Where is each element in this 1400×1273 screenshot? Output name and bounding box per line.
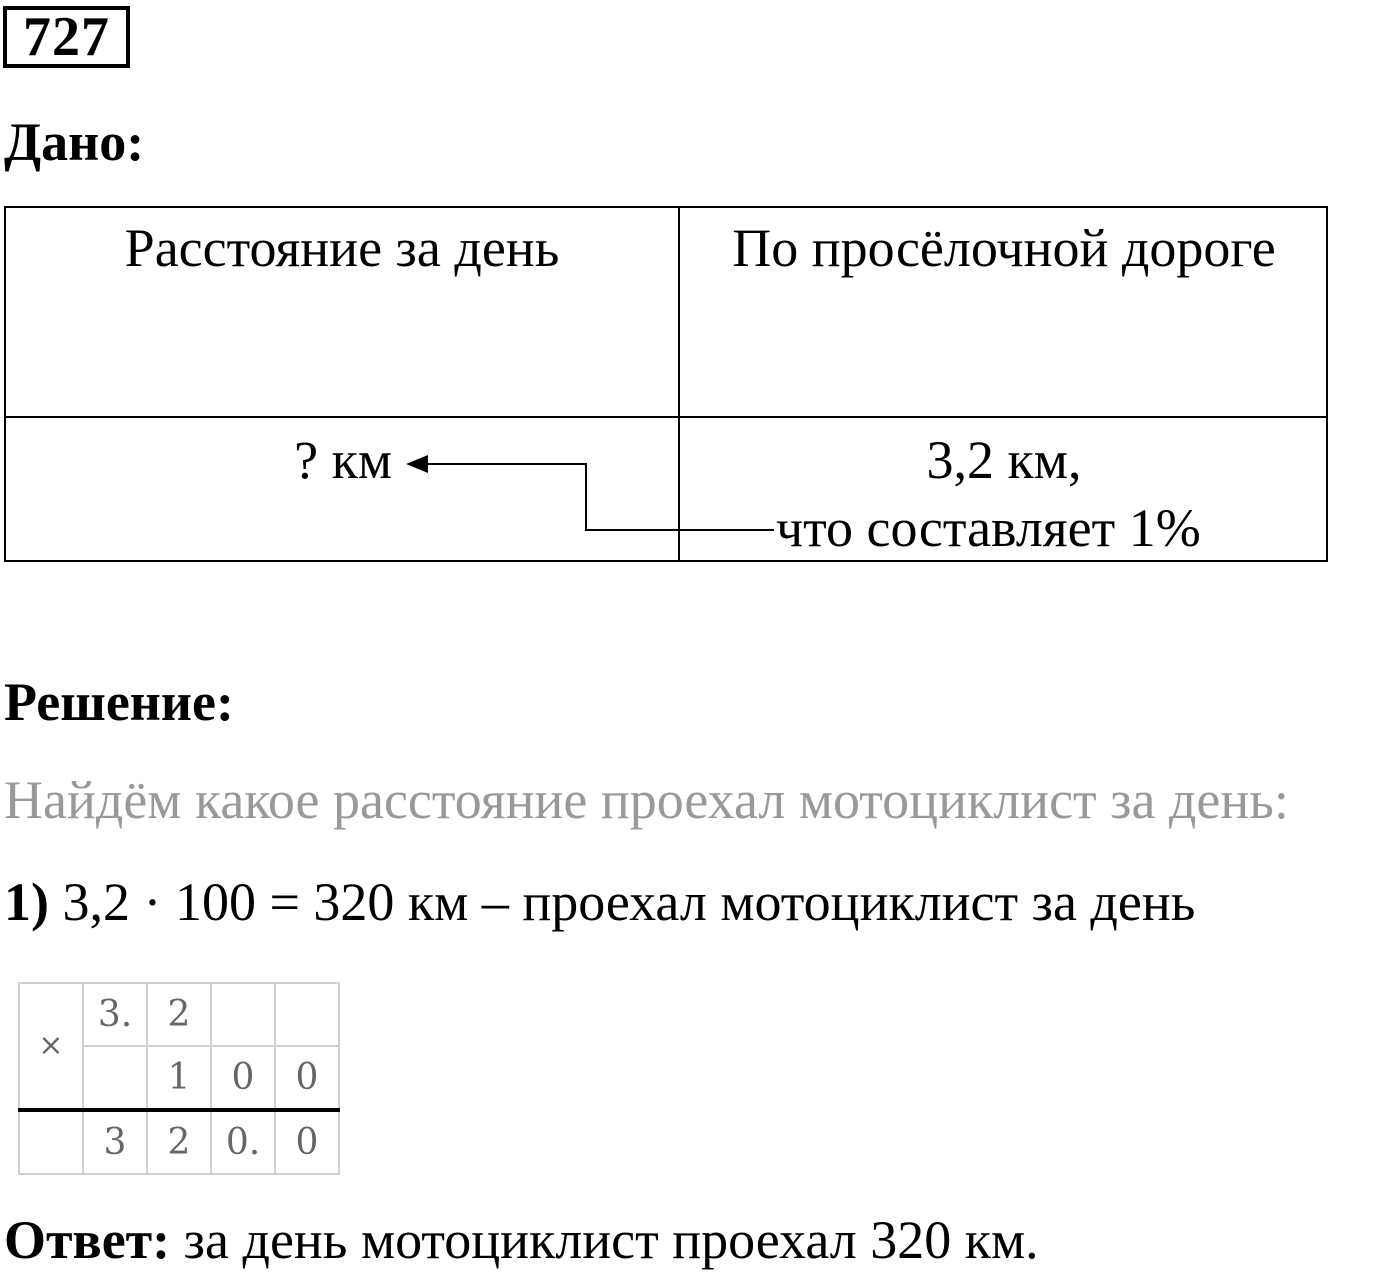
answer — [4, 1210, 1039, 1270]
step-number: 1) — [4, 872, 49, 932]
answer-text: за день мотоциклист проехал 320 км. — [170, 1210, 1039, 1270]
grid-cell: 0 — [211, 1046, 275, 1110]
grid-cell — [83, 1046, 147, 1110]
problem-number: 727 — [3, 6, 130, 68]
solution-heading: Решение: — [4, 672, 234, 732]
grid-cell — [211, 983, 275, 1046]
multiply-sign: × — [19, 983, 83, 1110]
grid-cell — [19, 1110, 83, 1174]
multiplication-grid — [18, 982, 340, 1175]
grid-cell: 0. — [211, 1110, 275, 1174]
grid-cell — [275, 983, 339, 1046]
solution-intro: Найдём какое расстояние проехал мотоциклист за день: — [4, 770, 1289, 830]
grid-cell: 0 — [275, 1046, 339, 1110]
grid-cell: 3. — [83, 983, 147, 1046]
answer-label: Ответ: — [4, 1210, 171, 1270]
dirt-road-header: По просёлочной дороге — [732, 218, 1276, 278]
grid-cell: 2 — [147, 1110, 211, 1174]
grid-cell: 1 — [147, 1046, 211, 1110]
given-heading: Дано: — [4, 112, 145, 172]
solution-step-1 — [4, 872, 1195, 932]
relation-arrow — [6, 208, 1330, 564]
grid-cell: 3 — [83, 1110, 147, 1174]
grid-cell: 2 — [147, 983, 211, 1046]
dirt-road-distance: 3,2 км, — [926, 430, 1082, 490]
step-text: 3,2 · 100 = 320 км – проехал мотоциклист за день — [48, 872, 1196, 932]
given-table — [4, 206, 1328, 562]
distance-per-day-header: Расстояние за день — [124, 218, 560, 278]
dirt-road-percent: что составляет 1% — [776, 498, 1201, 558]
grid-cell: 0 — [275, 1110, 339, 1174]
unknown-distance: ? км — [294, 430, 392, 490]
